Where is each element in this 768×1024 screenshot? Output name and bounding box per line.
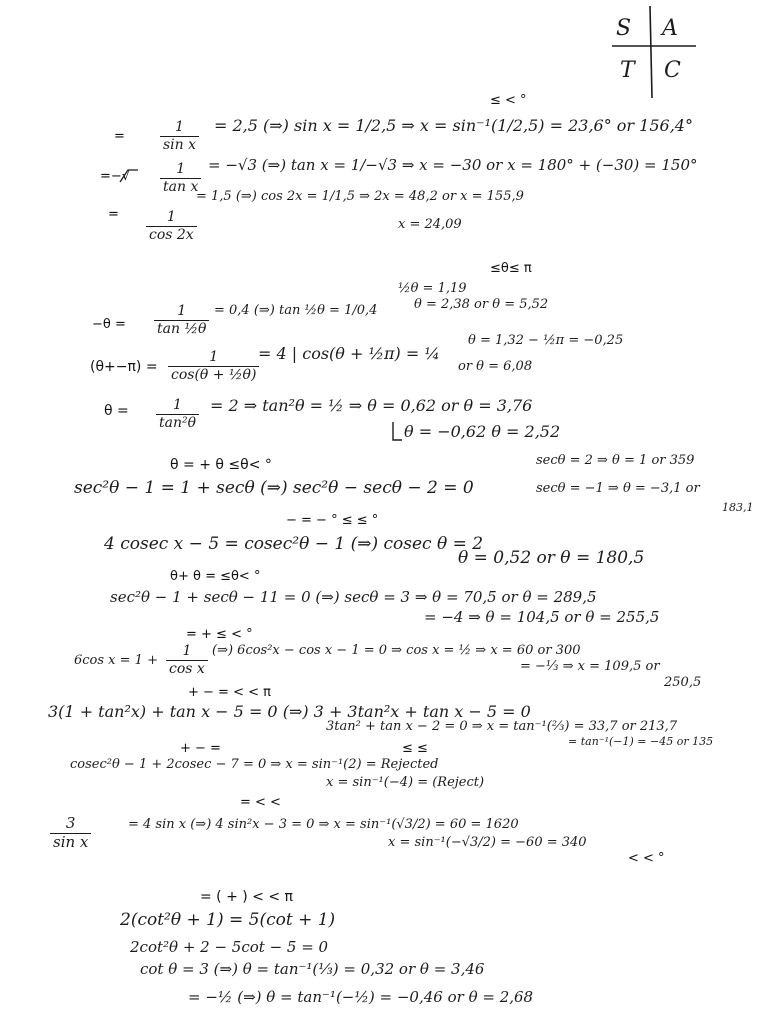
working-line-15: 2cot²θ + 2 − 5cot − 5 = 0 <box>130 938 329 956</box>
working-line-12b: x = sin⁻¹(−4) = (Reject) <box>326 775 485 790</box>
quadrant-vertical-line <box>650 6 652 98</box>
working-line-10d: 250,5 <box>664 675 702 690</box>
fraction-numerator: 1 <box>175 119 184 135</box>
working-line-10: 6cos x = 1 + <box>74 653 158 668</box>
printed-range-9b: < < ° <box>628 851 665 866</box>
printed-range-7: + − = < < π <box>188 685 271 700</box>
printed-eq-3: = <box>108 207 119 222</box>
working-line-6: = 2 ⇒ tan²θ = ½ ⇒ θ = 0,62 or θ = 3,76 <box>210 396 533 415</box>
fraction-1-over-cos2x <box>146 210 197 242</box>
fraction-denominator: cos 2x <box>146 226 197 243</box>
working-line-7r3: 183,1 <box>722 501 754 514</box>
quadrant-s: S <box>616 16 632 41</box>
printed-range-8b: ≤ ≤ <box>402 741 428 756</box>
fraction-1-over-cos <box>168 350 259 382</box>
fraction-denominator: tan²θ <box>156 414 199 431</box>
printed-eq-1: = <box>114 129 125 144</box>
printed-eq-6: θ = <box>104 403 129 419</box>
printed-range-3: θ = + θ ≤θ< ° <box>170 457 272 473</box>
fraction-numerator: 1 <box>173 397 182 413</box>
printed-eq-4: −θ = <box>92 317 126 332</box>
fraction-denominator: tan x <box>160 178 201 195</box>
printed-eq-2: =−√ <box>100 169 131 184</box>
working-line-10b: (⇒) 6cos²x − cos x − 1 = 0 ⇒ cos x = ½ ⇒ x = 60 or 300 <box>212 643 581 658</box>
fraction-numerator: 1 <box>166 209 176 225</box>
fraction-denominator: cos x <box>166 660 208 677</box>
fraction-1-over-cosx <box>166 644 208 676</box>
working-line-3b: x = 24,09 <box>398 217 462 232</box>
printed-range-1: ≤ < ° <box>490 93 527 108</box>
working-line-17: = −½ (⇒) θ = tan⁻¹(−½) = −0,46 or θ = 2,68 <box>188 988 534 1006</box>
fraction-denominator: sin x <box>50 833 91 851</box>
working-line-7r1: secθ = 2 ⇒ θ = 1 or 359 <box>536 453 695 468</box>
working-line-1: = 2,5 (⇒) sin x = 1/2,5 ⇒ x = sin⁻¹(1/2,5) = 23,6° or 156,4° <box>214 116 693 135</box>
quadrant-c: C <box>664 58 681 83</box>
fraction-1-over-tan-sq <box>156 398 199 430</box>
working-line-8: 4 cosec x − 5 = cosec²θ − 1 (⇒) cosec θ = 2 <box>104 534 484 554</box>
working-line-12: cosec²θ − 1 + 2cosec − 7 = 0 ⇒ x = sin⁻¹(2) = Rejected <box>70 757 439 772</box>
bracket-stroke <box>393 422 402 440</box>
printed-eq-5: (θ+−π) = <box>90 359 158 375</box>
working-line-2: = −√3 (⇒) tan x = 1/−√3 ⇒ x = −30 or x = 180° + (−30) = 150° <box>208 156 698 174</box>
working-line-11c: = tan⁻¹(−1) = −45 or 135 <box>568 735 714 748</box>
fraction-numerator: 1 <box>209 349 219 365</box>
working-line-5: = 4 | cos(θ + ½π) = ¼ <box>258 344 440 363</box>
fraction-denominator: tan ½θ <box>154 320 209 337</box>
printed-range-9: = < < <box>240 795 281 810</box>
working-line-16: cot θ = 3 (⇒) θ = tan⁻¹(⅓) = 0,32 or θ = 3,46 <box>140 960 485 978</box>
working-line-4b: θ = 2,38 or θ = 5,52 <box>414 297 549 312</box>
working-line-13b: x = sin⁻¹(−√3/2) = −60 = 340 <box>388 835 587 850</box>
fraction-3-over-sinx <box>50 816 91 851</box>
fraction-numerator: 1 <box>176 161 186 177</box>
working-line-11b: 3tan² + tan x − 2 = 0 ⇒ x = tan⁻¹(⅔) = 33,7 or 213,7 <box>326 719 678 734</box>
working-line-5b: or θ = 6,08 <box>458 359 533 374</box>
printed-range-6: = + ≤ < ° <box>186 627 253 642</box>
printed-range-4: − = − ° ≤ ≤ ° <box>286 513 379 528</box>
fraction-denominator: cos(θ + ½θ) <box>168 366 259 383</box>
quadrant-a: A <box>662 16 678 41</box>
fraction-denominator: sin x <box>160 136 199 153</box>
working-line-7r2: secθ = −1 ⇒ θ = −3,1 or <box>536 481 700 496</box>
fraction-numerator: 1 <box>182 643 192 659</box>
fraction-numerator: 1 <box>177 303 187 319</box>
working-line-3: = 1,5 (⇒) cos 2x = 1/1,5 ⇒ 2x = 48,2 or x = 155,9 <box>196 189 524 204</box>
fraction-1-over-tan-half-theta <box>154 304 209 336</box>
printed-range-10: = ( + ) < < π <box>200 889 293 905</box>
working-line-7: sec²θ − 1 = 1 + secθ (⇒) sec²θ − secθ − 2 = 0 <box>74 478 474 498</box>
working-line-6b: θ = −0,62 θ = 2,52 <box>404 422 561 441</box>
working-line-5a: θ = 1,32 − ½π = −0,25 <box>468 333 624 348</box>
working-line-10c: = −⅓ ⇒ x = 109,5 or <box>520 659 660 674</box>
working-line-4a: ½θ = 1,19 <box>398 281 467 296</box>
fraction-1-over-sinx <box>160 120 199 152</box>
printed-range-2: ≤θ≤ π <box>490 261 532 276</box>
printed-range-5: θ+ θ = ≤θ< ° <box>170 569 261 584</box>
working-line-9: sec²θ − 1 + secθ − 11 = 0 (⇒) secθ = 3 ⇒ θ = 70,5 or θ = 289,5 <box>110 588 597 606</box>
working-line-4: = 0,4 (⇒) tan ½θ = 1/0,4 <box>214 303 378 318</box>
working-line-13: = 4 sin x (⇒) 4 sin²x − 3 = 0 ⇒ x = sin⁻¹(√3/2) = 60 = 1620 <box>128 817 519 832</box>
working-line-14: 2(cot²θ + 1) = 5(cot + 1) <box>120 910 336 930</box>
working-line-9b: = −4 ⇒ θ = 104,5 or θ = 255,5 <box>424 608 660 626</box>
quadrant-t: T <box>620 58 635 83</box>
fraction-numerator: 3 <box>65 814 76 832</box>
working-line-8b: θ = 0,52 or θ = 180,5 <box>458 548 645 568</box>
working-line-11: 3(1 + tan²x) + tan x − 5 = 0 (⇒) 3 + 3tan²x + tan x − 5 = 0 <box>48 702 531 721</box>
printed-range-8: + − = <box>180 741 221 756</box>
